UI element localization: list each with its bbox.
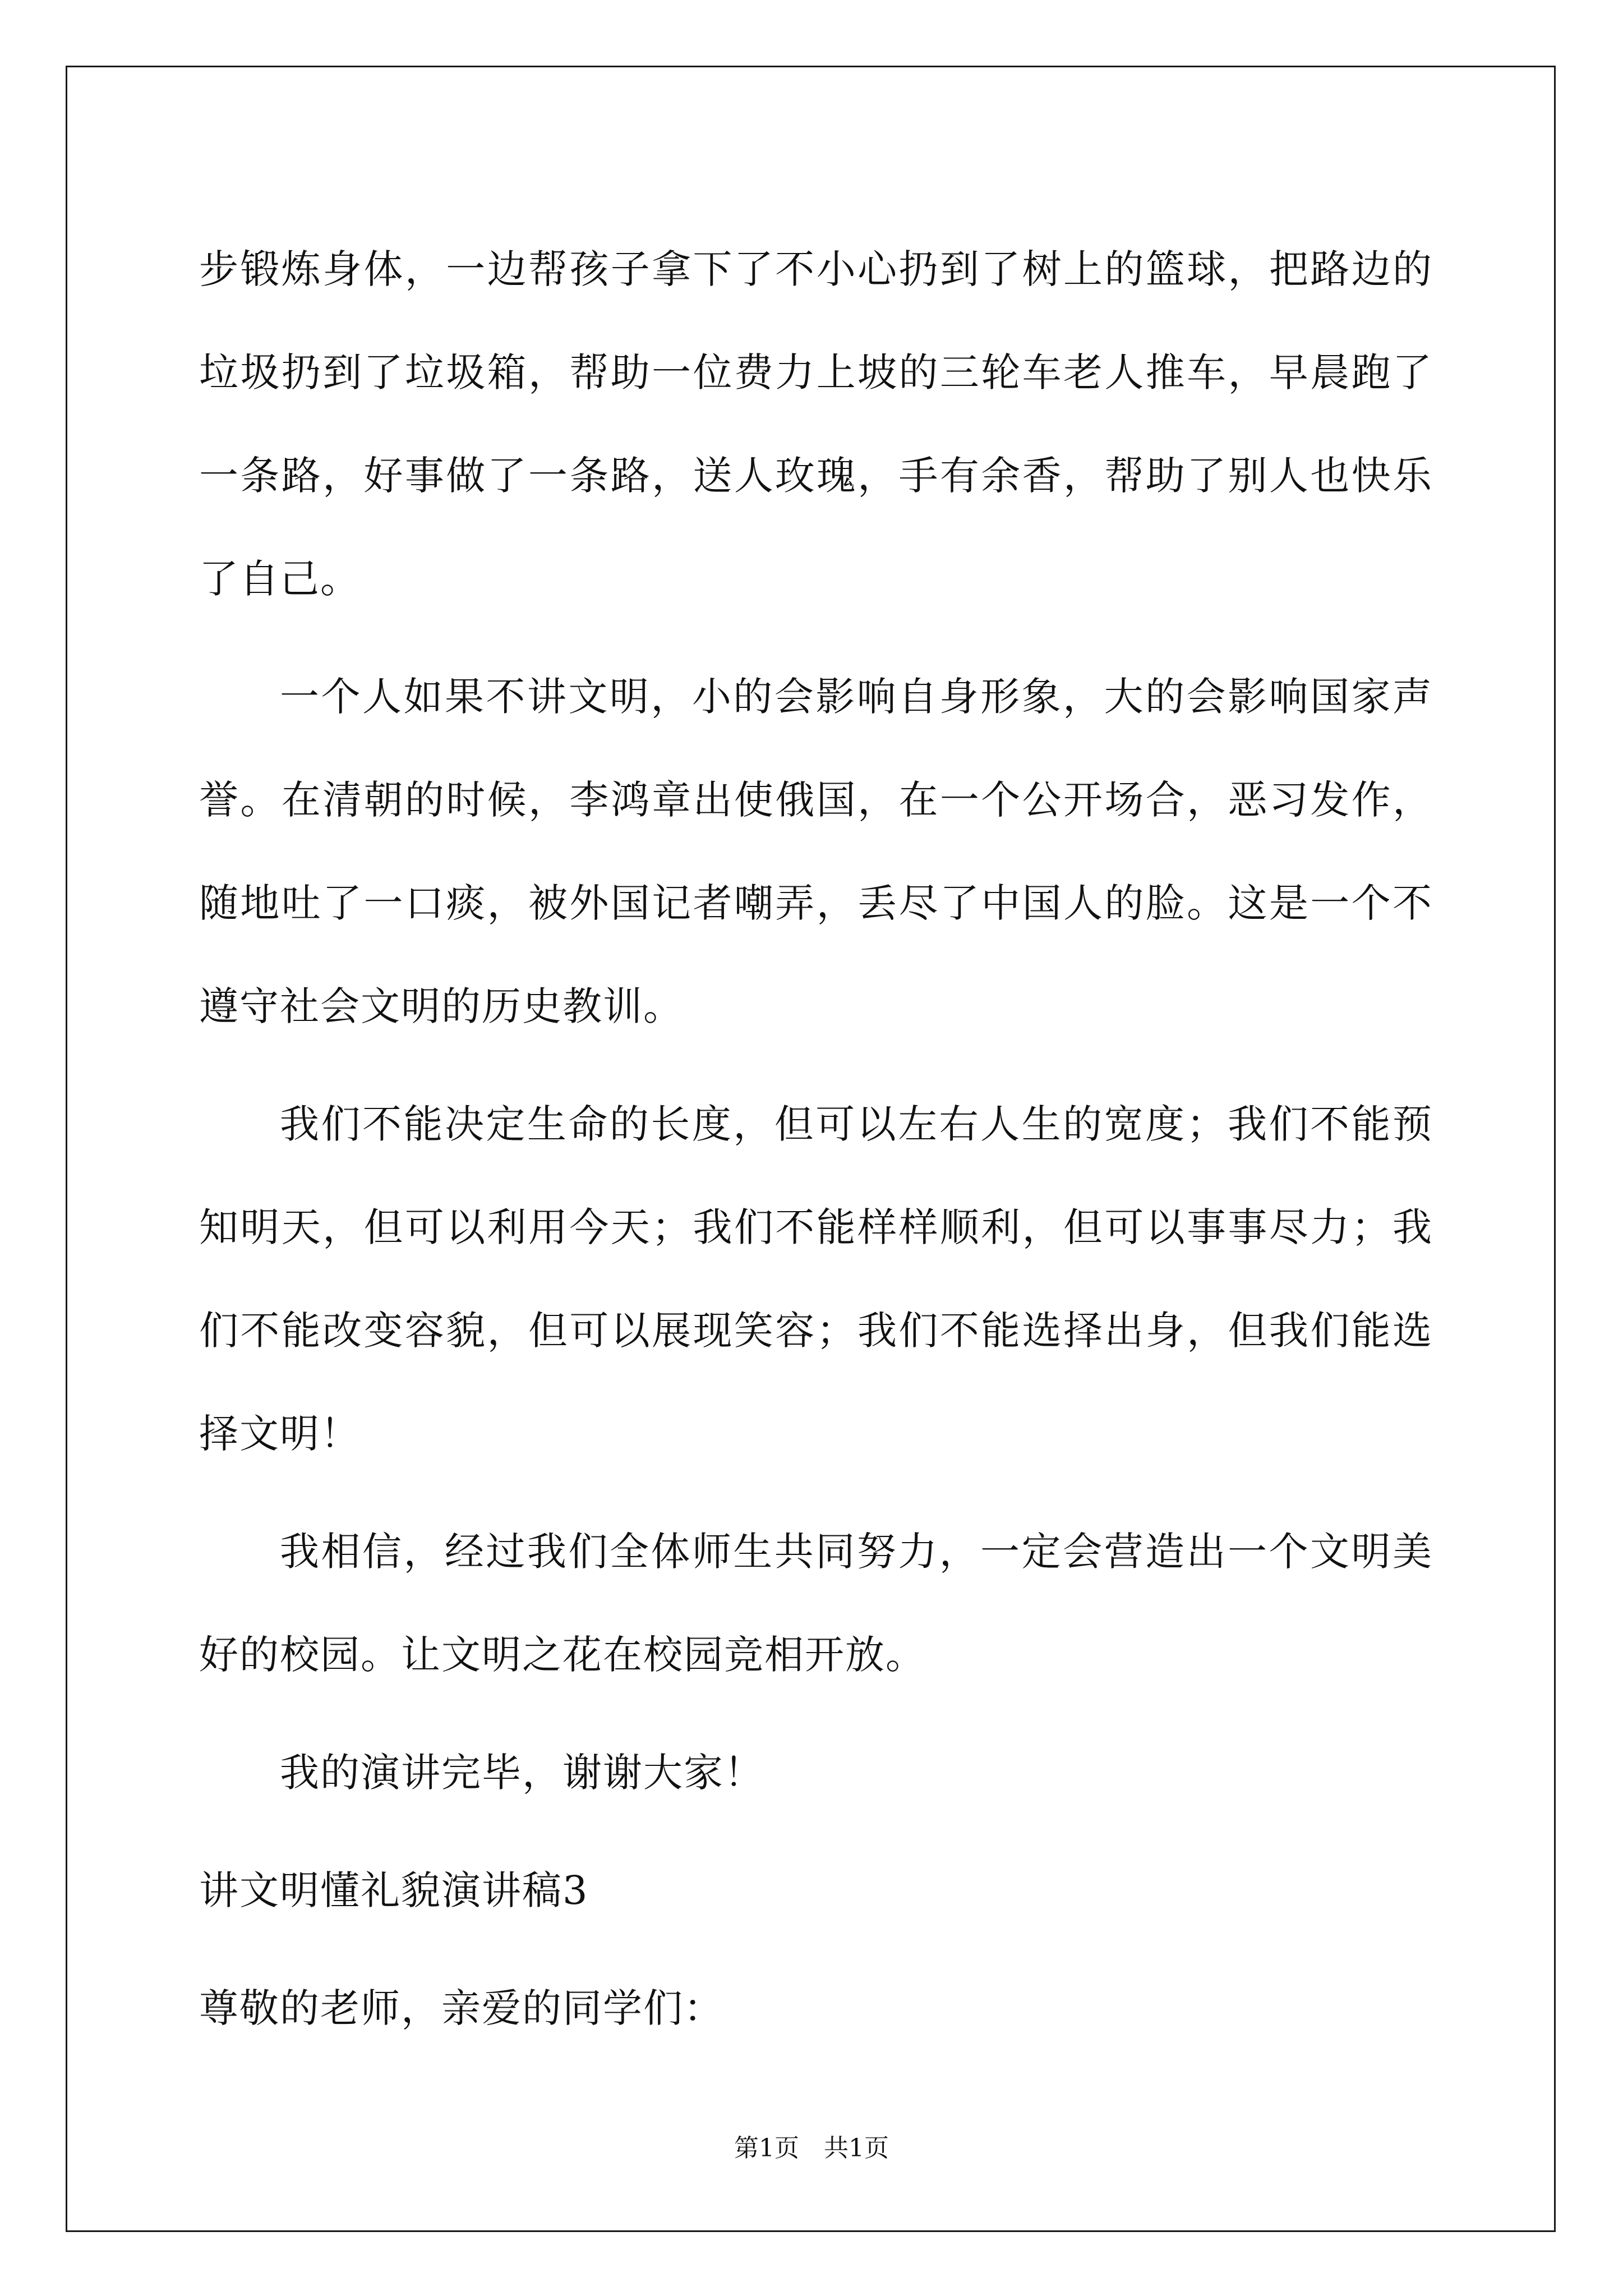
section-heading: 讲文明懂礼貌演讲稿3 (199, 1867, 589, 1913)
paragraph-continued: 步锻炼身体，一边帮孩子拿下了不小心扔到了树上的篮球，把路边的垃圾扔到了垃圾箱，帮助一位费力上坡的三轮车老人推车，早晨跑了一条路，好事做了一条路，送人玫瑰，手有余香，帮助了别人也快乐了自己。 (199, 246, 1433, 602)
paragraph-li-hongzhang: 一个人如果不讲文明，小的会影响自身形象，大的会影响国家声誉。在清朝的时候，李鸿章出使俄国，在一个公开场合，恶习发作，随地吐了一口痰，被外国记者嘲弄，丢尽了中国人的脸。这是一个不遵守社会文明的历史教训。 (199, 674, 1433, 1029)
document-body (199, 218, 1433, 2074)
page-footer: 第1页 共1页 (734, 2134, 889, 2162)
paragraph-closing: 我的演讲完毕，谢谢大家！ (280, 1750, 764, 1796)
paragraph-choose-civility: 我们不能决定生命的长度，但可以左右人生的宽度；我们不能预知明天，但可以利用今天；我们不能样样顺利，但可以事事尽力；我们不能改变容貌，但可以展现笑容；我们不能选择出身，但我们能选择文明！ (199, 1101, 1433, 1457)
paragraph-campus: 我相信，经过我们全体师生共同努力，一定会营造出一个文明美好的校园。让文明之花在校园竞相开放。 (199, 1529, 1433, 1678)
salutation: 尊敬的老师，亲爱的同学们： (199, 1985, 724, 2031)
